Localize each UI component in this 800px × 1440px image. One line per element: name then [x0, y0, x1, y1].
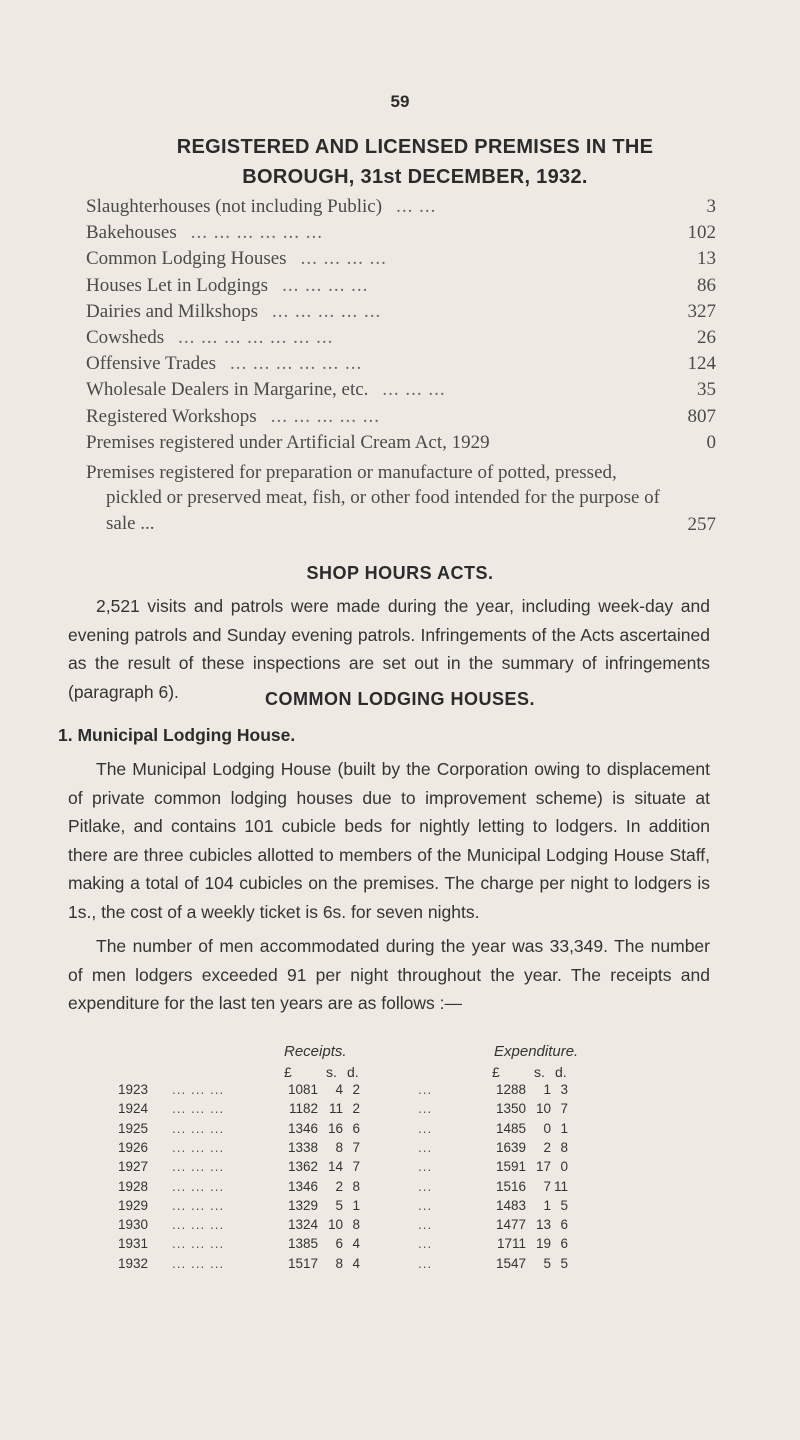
premises-label [86, 406, 666, 428]
leader-dots: ... ... ... [172, 1120, 225, 1136]
premises-row [86, 222, 716, 248]
table-cell-year: 1929 [118, 1197, 149, 1213]
table-cell-r-l: 1081 [287, 1082, 318, 1097]
premises-row [86, 248, 716, 274]
leader-dots: ... ... ... [382, 379, 446, 401]
municipal-paragraph [68, 755, 710, 926]
table-cell-e-l: 1485 [495, 1120, 526, 1136]
table-cell-e-l: 1516 [495, 1178, 526, 1194]
table-cell-year: 1925 [118, 1120, 149, 1136]
premises-label [86, 327, 666, 349]
premises-label [86, 432, 666, 454]
table-row [0, 1236, 800, 1255]
table-cell-e-l: 1483 [495, 1197, 526, 1213]
table-row [0, 1121, 800, 1140]
leader-dots: ... ... ... ... ... [272, 300, 382, 322]
table-row [0, 1082, 800, 1101]
premises-label-text: Premises registered under Artificial Cream Act, 1929 [86, 431, 490, 453]
premises-label-text: Offensive Trades [86, 353, 217, 375]
table-row [0, 1217, 800, 1236]
premises-count: 102 [687, 222, 716, 244]
premises-label [86, 248, 666, 270]
table-cell-e-s: 17 [535, 1159, 551, 1175]
table-cell-e-l: 1350 [495, 1101, 526, 1117]
premises-label-text: Dairies and Milkshops [86, 300, 259, 322]
leader-dots: ... [418, 1197, 433, 1213]
table-cell-r-d: 2 [352, 1101, 360, 1117]
premises-count: 807 [687, 405, 716, 427]
premises-label [86, 275, 666, 297]
premises-label-text: Wholesale Dealers in Margarine, etc. [86, 379, 369, 401]
table-cell-e-s: 1 [543, 1197, 551, 1213]
premises-label-text: Houses Let in Lodgings [86, 274, 269, 296]
table-cell-e-d: 6 [560, 1236, 568, 1252]
table-cell-e-l: 1711 [496, 1236, 526, 1252]
table-cell-year: 1926 [118, 1139, 149, 1155]
table-cell-r-d: 8 [352, 1217, 360, 1233]
table-cell-e-d: 7 [560, 1101, 568, 1117]
premises-count: 3 [706, 196, 716, 217]
table-row [0, 1179, 800, 1198]
premises-count: 13 [697, 248, 716, 270]
table-cell-r-s: 6 [335, 1236, 343, 1252]
receipts-header: Receipts. [284, 1043, 347, 1060]
premises-label-text: Cowsheds [86, 326, 165, 348]
table-cell-r-l: 1182 [288, 1101, 318, 1117]
leader-dots: ... [418, 1236, 433, 1252]
leader-dots: ... ... ... ... ... ... [190, 222, 324, 244]
premises-count: 35 [697, 379, 716, 401]
table-cell-r-d: 2 [352, 1082, 360, 1097]
leader-dots: ... ... ... [172, 1255, 225, 1271]
leader-dots: ... ... ... [172, 1082, 225, 1097]
men-paragraph [68, 932, 710, 1018]
table-cell-e-d: 1 [560, 1120, 568, 1136]
table-cell-year: 1923 [118, 1082, 149, 1097]
premises-label: Premises registered for preparation or manufacture of potted, pressed, pickled or preserved meat, fish, or other food intended for the purpose of sale ... [86, 461, 660, 534]
premises-label [86, 353, 666, 375]
leader-dots: ... ... ... ... [282, 274, 369, 296]
premises-row [86, 275, 716, 301]
expenditure-pounds-unit: £ [492, 1064, 500, 1080]
table-cell-r-d: 1 [352, 1197, 360, 1213]
leader-dots: ... ... ... [172, 1236, 225, 1252]
leader-dots: ... ... [396, 196, 437, 217]
premises-label-text: Common Lodging Houses [86, 248, 287, 270]
leader-dots: ... [418, 1159, 433, 1175]
table-cell-r-s: 8 [335, 1139, 343, 1155]
leader-dots: ... ... ... [172, 1101, 225, 1117]
premises-count: 26 [697, 326, 716, 348]
table-cell-e-s: 5 [543, 1255, 551, 1271]
municipal-text: The Municipal Lodging House (built by the Corporation owing to displacement of private common lodging houses due to improvement scheme) is situate at Pitlake, and contains 101 cubicle beds for nightly letting to lodgers. In addition there are three cubicles allotted to members of the Municipal Lodging House Staff, making a total of 104 cubicles on the premises. The charge per night to lodgers is 1s., the cost of a weekly ticket is 6s. for seven nights. [68, 759, 710, 922]
table-cell-r-d: 4 [352, 1236, 360, 1252]
expenditure-shillings-unit: s. [534, 1064, 545, 1080]
premises-count: 124 [687, 353, 716, 375]
leader-dots: ... ... ... [172, 1178, 225, 1194]
table-cell-e-d: 11 [554, 1178, 569, 1194]
leader-dots: ... ... ... ... ... [270, 405, 380, 427]
table-cell-r-d: 6 [352, 1120, 360, 1136]
premises-row [86, 432, 716, 458]
table-cell-r-l: 1338 [287, 1139, 318, 1155]
premises-row [86, 379, 716, 405]
leader-dots: ... ... ... [172, 1139, 225, 1155]
leader-dots: ... ... ... [172, 1217, 225, 1233]
expenditure-header: Expenditure. [494, 1043, 579, 1060]
table-cell-e-s: 1 [543, 1082, 551, 1097]
table-cell-e-s: 7 [543, 1178, 551, 1194]
receipts-pounds-unit: £ [284, 1064, 292, 1080]
table-row [0, 1256, 800, 1275]
leader-dots: ... ... ... ... ... ... ... [178, 326, 334, 348]
table-cell-year: 1927 [118, 1159, 149, 1175]
table-cell-e-d: 5 [560, 1255, 568, 1271]
table-cell-e-l: 1477 [495, 1217, 526, 1233]
table-row [0, 1198, 800, 1217]
leader-dots: ... ... ... [172, 1159, 225, 1175]
premises-count: 327 [687, 300, 716, 322]
leader-dots: ... ... ... ... [300, 248, 387, 270]
premises-count: 86 [697, 274, 716, 296]
table-cell-e-l: 1288 [495, 1082, 526, 1097]
table-row [0, 1101, 800, 1120]
table-cell-r-s: 14 [327, 1159, 343, 1175]
table-cell-year: 1931 [118, 1236, 149, 1252]
men-text: The number of men accommodated during the year was 33,349. The number of men lodgers exceeded 91 per night throughout the year. The receipts and expenditure for the last ten years are as follows :— [68, 936, 710, 1013]
title-line-2: BOROUGH, 31st DECEMBER, 1932. [242, 166, 588, 188]
premises-row [86, 353, 716, 379]
table-row [0, 1159, 800, 1178]
premises-label-text: Slaughterhouses (not including Public) [86, 196, 383, 217]
table-row [0, 1140, 800, 1159]
premises-label-text: Registered Workshops [86, 405, 257, 427]
receipts-pence-unit: d. [347, 1064, 359, 1080]
table-cell-r-s: 11 [328, 1101, 343, 1117]
table-cell-r-d: 7 [352, 1159, 360, 1175]
table-cell-r-l: 1346 [287, 1120, 318, 1136]
table-cell-e-s: 13 [535, 1217, 551, 1233]
expenditure-pence-unit: d. [555, 1064, 567, 1080]
premises-label [86, 301, 666, 323]
leader-dots: ... [418, 1082, 433, 1097]
table-cell-e-d: 5 [560, 1197, 568, 1213]
premises-row-multiline [86, 460, 716, 537]
leader-dots: ... [418, 1178, 433, 1194]
table-cell-e-l: 1547 [495, 1255, 526, 1271]
table-cell-r-l: 1385 [287, 1236, 318, 1252]
table-cell-r-l: 1329 [287, 1197, 318, 1213]
premises-label [86, 379, 666, 401]
premises-count: 0 [706, 431, 716, 453]
leader-dots: ... [418, 1139, 433, 1155]
table-cell-r-l: 1324 [287, 1217, 318, 1233]
lodging-houses-heading: COMMON LODGING HOUSES. [264, 689, 535, 709]
table-cell-e-s: 2 [543, 1139, 551, 1155]
title-line-1: REGISTERED AND LICENSED PREMISES IN THE [176, 136, 654, 158]
table-cell-r-l: 1517 [287, 1255, 318, 1271]
premises-row [86, 301, 716, 327]
table-cell-r-s: 5 [335, 1197, 343, 1213]
premises-count: 257 [687, 514, 716, 536]
page-title [100, 132, 730, 192]
municipal-subheading: 1. Municipal Lodging House. [58, 725, 296, 745]
leader-dots: ... [418, 1120, 433, 1136]
table-cell-year: 1924 [118, 1101, 149, 1117]
leader-dots: ... [418, 1255, 433, 1271]
table-cell-e-s: 10 [535, 1101, 551, 1117]
table-cell-r-l: 1346 [287, 1178, 318, 1194]
leader-dots: ... ... ... [172, 1197, 225, 1213]
premises-row [86, 406, 716, 432]
table-cell-year: 1928 [118, 1178, 149, 1194]
table-cell-r-s: 4 [335, 1082, 343, 1097]
shop-hours-heading: SHOP HOURS ACTS. [306, 563, 494, 583]
table-cell-r-d: 7 [352, 1139, 360, 1155]
premises-row [86, 327, 716, 353]
premises-row [86, 196, 716, 222]
table-cell-e-d: 8 [560, 1139, 568, 1155]
table-cell-e-d: 0 [560, 1159, 568, 1175]
shop-hours-text: 2,521 visits and patrols were made during the year, including week-day and evening patrols and Sunday evening patrols. Infringements of the Acts ascertained as the result of these inspections are set out in the summary of infringements (paragraph 6). [68, 596, 710, 702]
premises-list [86, 196, 716, 536]
table-cell-r-s: 2 [335, 1178, 343, 1194]
receipts-shillings-unit: s. [326, 1064, 337, 1080]
table-cell-r-s: 8 [335, 1255, 343, 1271]
table-cell-e-d: 6 [560, 1217, 568, 1233]
premises-label [86, 222, 666, 244]
table-cell-e-l: 1639 [495, 1139, 526, 1155]
premises-label [86, 196, 666, 218]
leader-dots: ... ... ... ... ... ... [230, 353, 363, 375]
table-cell-r-l: 1362 [287, 1159, 318, 1175]
table-cell-e-s: 19 [535, 1236, 551, 1252]
leader-dots: ... [418, 1217, 433, 1233]
table-cell-year: 1930 [118, 1217, 149, 1233]
table-cell-year: 1932 [118, 1255, 149, 1271]
table-cell-r-d: 4 [352, 1255, 360, 1271]
leader-dots: ... [418, 1101, 433, 1117]
page-number: 59 [390, 92, 410, 111]
table-cell-r-s: 10 [327, 1217, 343, 1233]
premises-label-text: Bakehouses [86, 222, 177, 244]
table-cell-e-s: 0 [543, 1120, 551, 1136]
table-cell-r-d: 8 [352, 1178, 360, 1194]
table-cell-e-l: 1591 [495, 1159, 526, 1175]
table-cell-e-d: 3 [560, 1082, 568, 1097]
table-cell-r-s: 16 [327, 1120, 343, 1136]
